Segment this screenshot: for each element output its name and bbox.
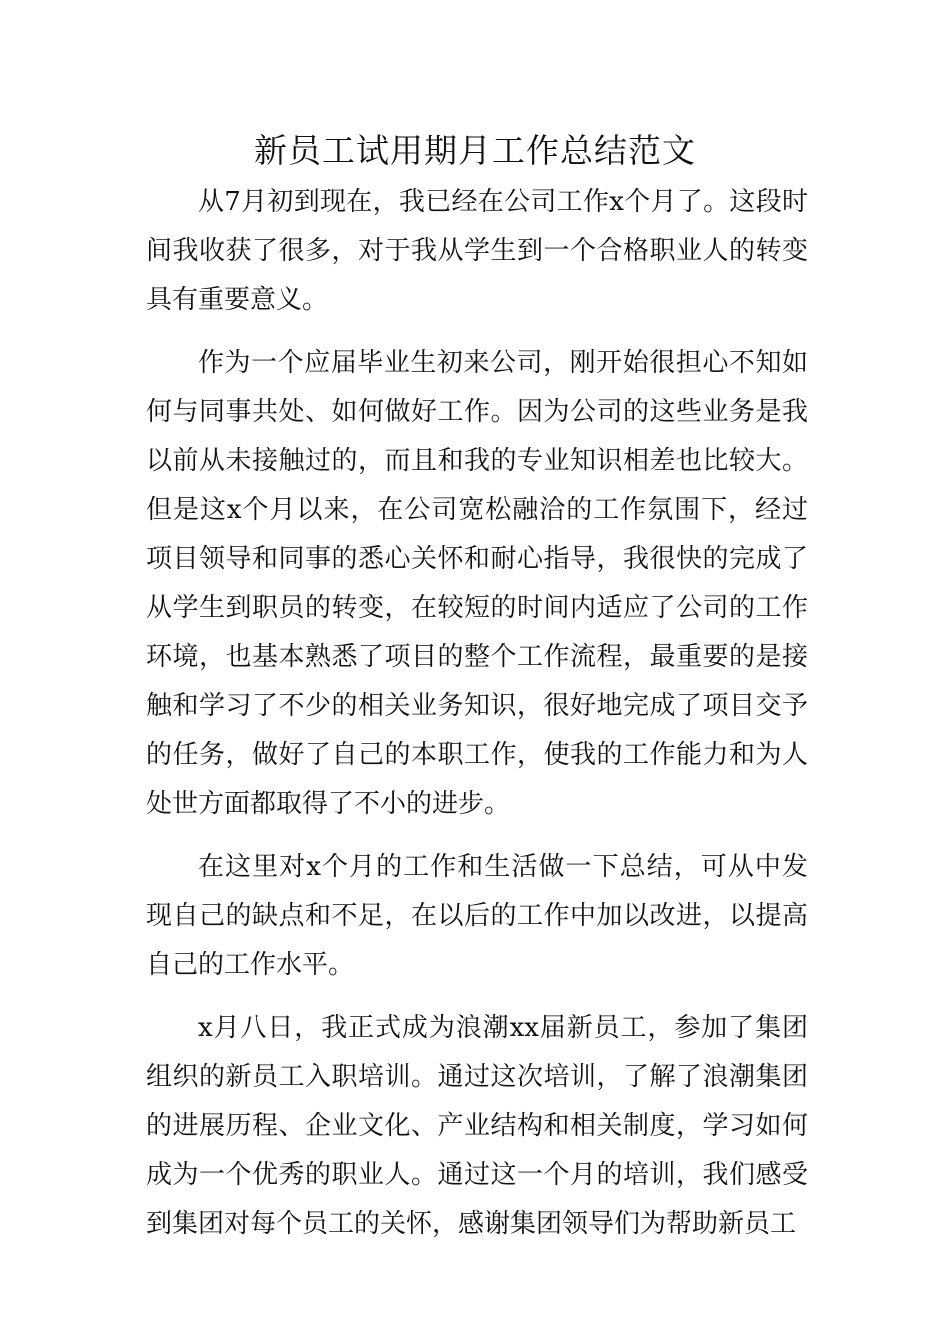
paragraph-4: x月八日，我正式成为浪潮xx届新员工，参加了集团组织的新员工入职培训。通过这次培训，了解了浪潮集团的进展历程、企业文化、产业结构和相关制度，学习如何成为一个优秀的职业人。通过这一个月的培训，我们感受到集团对每个员工的关怀，感谢集团领导们为帮助新员工 xyxy=(146,1013,808,1239)
document-title: 新员工试用期月工作总结范文 xyxy=(254,131,696,170)
document-body xyxy=(146,178,808,1263)
paragraph-3: 在这里对x个月的工作和生活做一下总结，可从中发现自己的缺点和不足，在以后的工作中加以改进，以提高自己的工作水平。 xyxy=(146,852,808,980)
paragraph-1: 从7月初到现在，我已经在公司工作x个月了。这段时间我收获了很多，对于我从学生到一个合格职业人的转变具有重要意义。 xyxy=(146,187,808,315)
paragraph-2: 作为一个应届毕业生初来公司，刚开始很担心不知如何与同事共处、如何做好工作。因为公司的这些业务是我以前从未接触过的，而且和我的专业知识相差也比较大。但是这x个月以来，在公司宽松融洽的工作氛围下，经过项目领导和同事的悉心关怀和耐心指导，我很快的完成了从学生到职员的转变，在较短的时间内适应了公司的工作环境，也基本熟悉了项目的整个工作流程，最重要的是接触和学习了不少的相关业务知识，很好地完成了项目交予的任务，做好了自己的本职工作，使我的工作能力和为人处世方面都取得了不小的进步。 xyxy=(146,348,808,819)
